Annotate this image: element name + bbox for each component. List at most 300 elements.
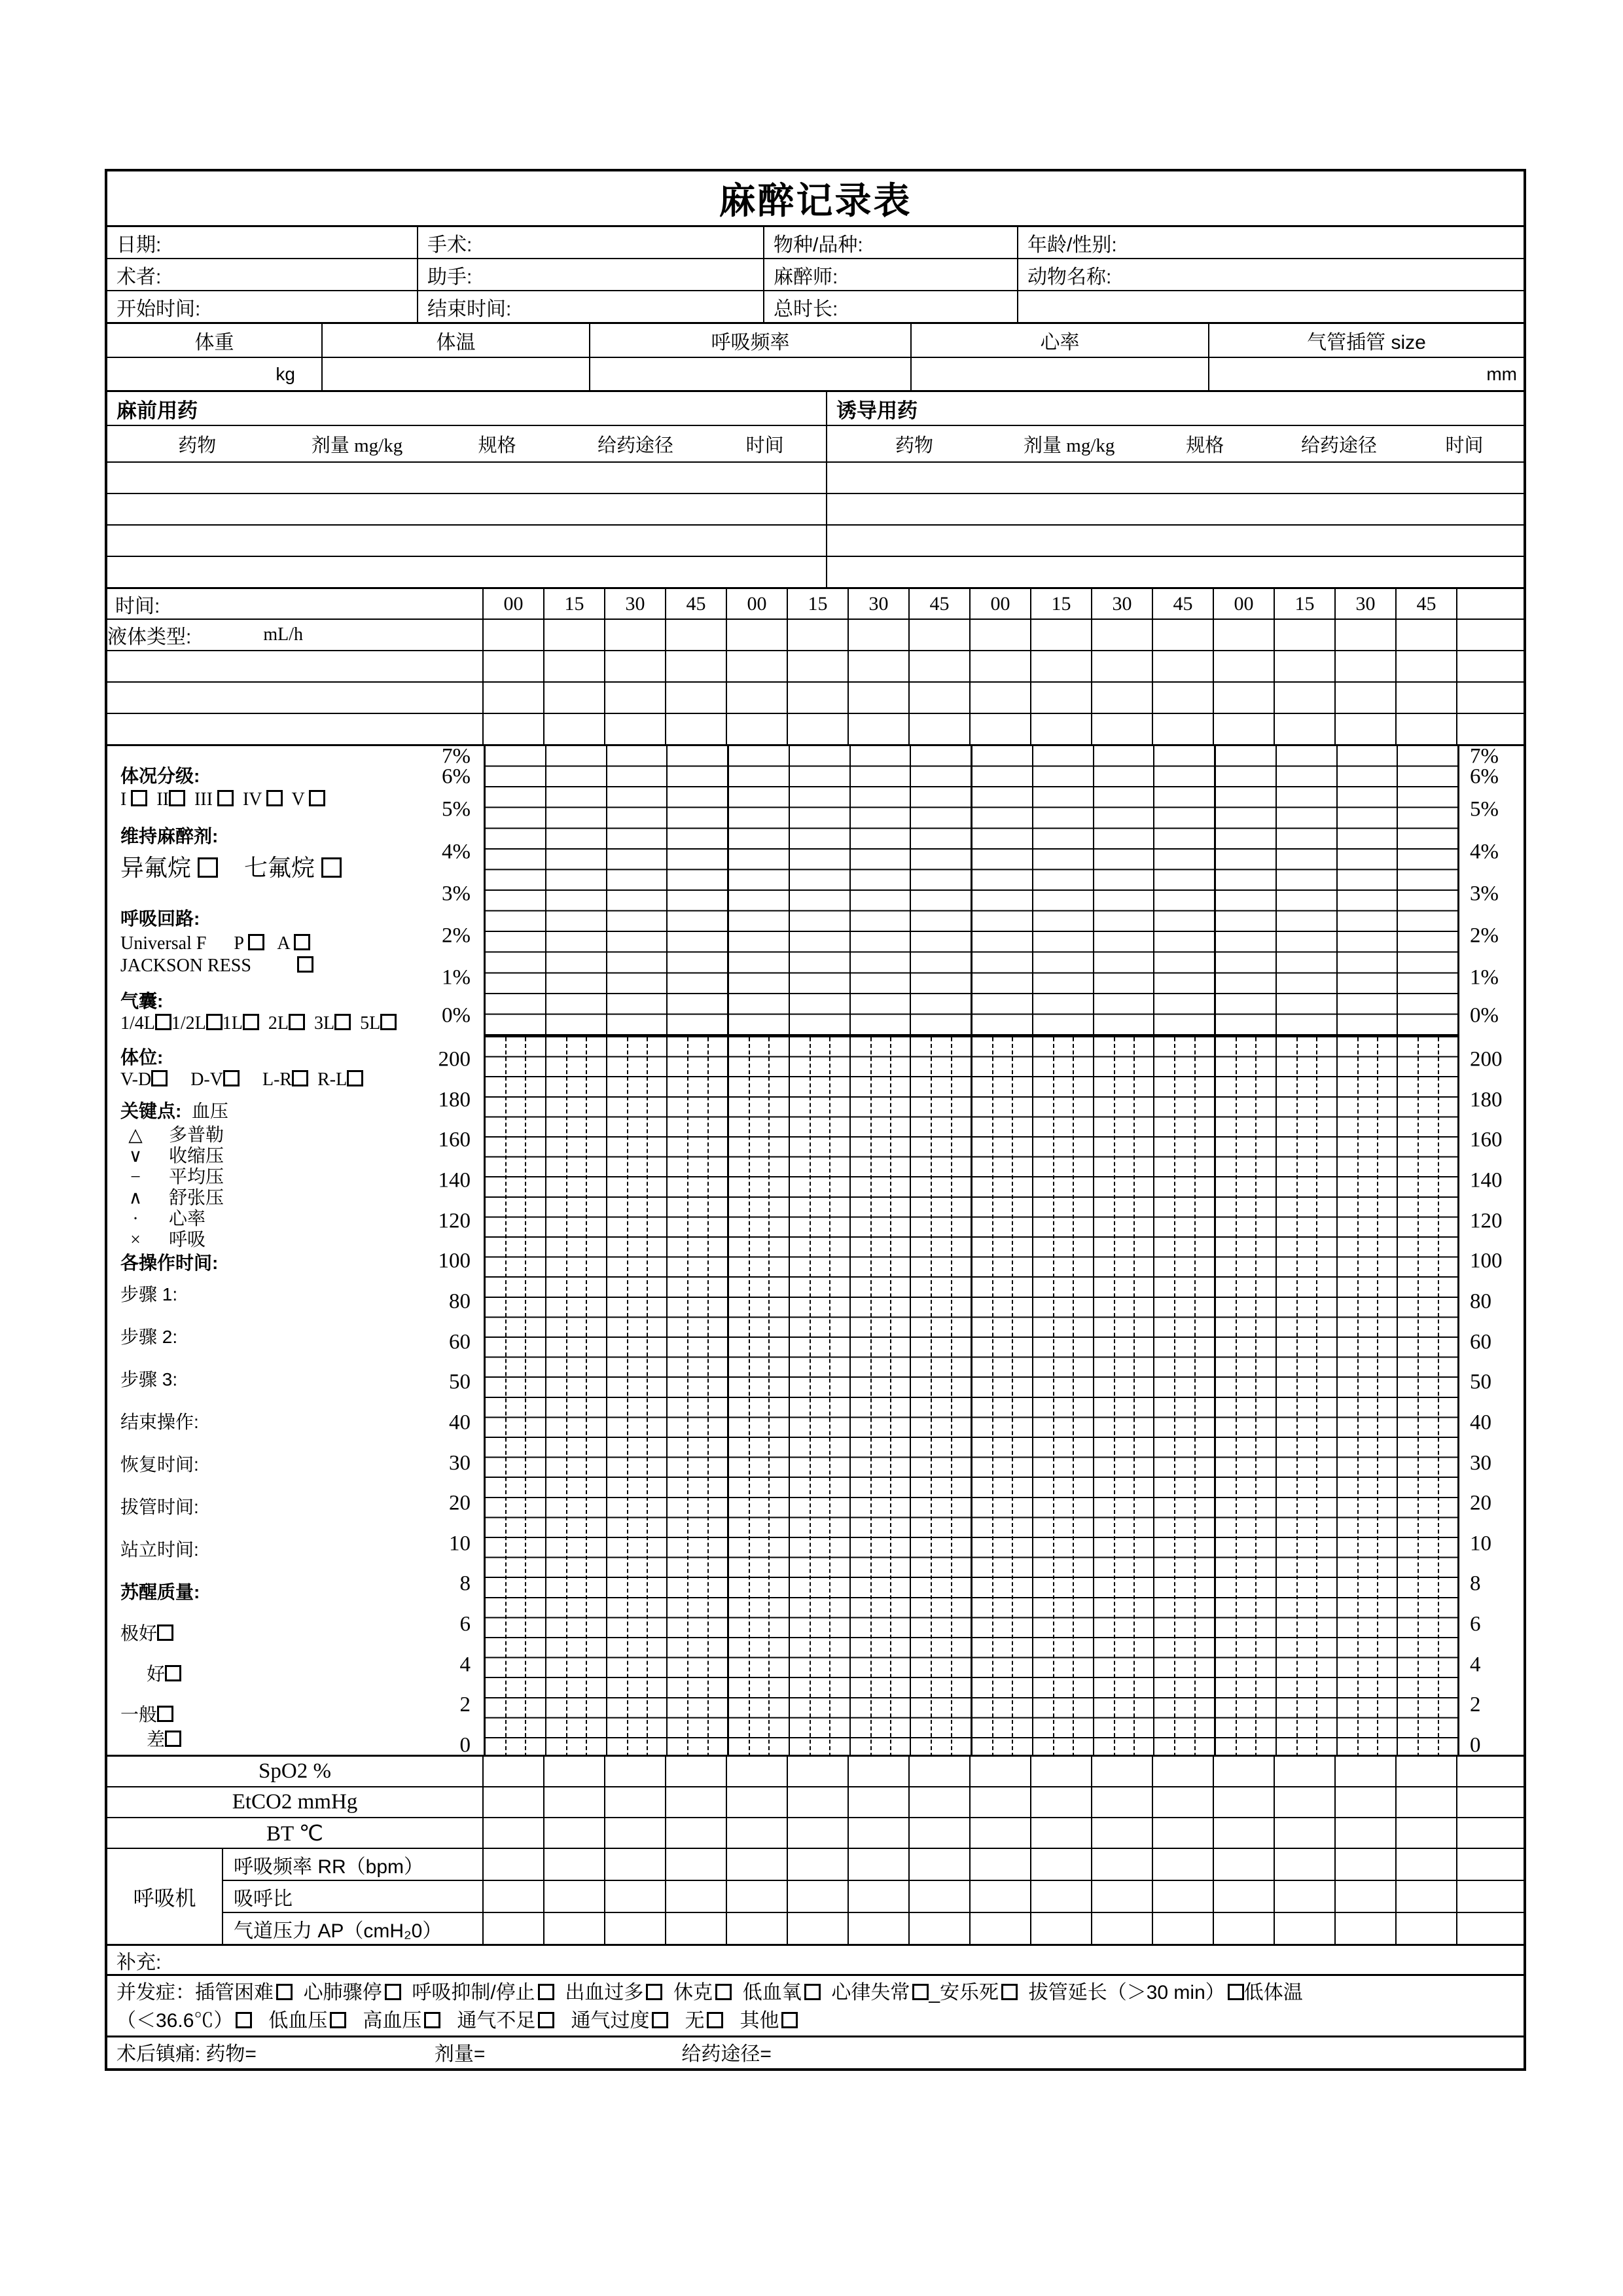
time-slot-cell: 15 [1275, 589, 1334, 619]
checkbox[interactable] [646, 1984, 662, 2000]
checkbox[interactable] [715, 1984, 732, 2000]
med-empty-row [107, 526, 826, 556]
ventilator-cell [1153, 1881, 1213, 1912]
vitals-header-cell: 心率 [912, 324, 1208, 357]
grid-column [606, 1037, 667, 1757]
monitor-cell [1275, 1757, 1334, 1786]
monitor-cell [788, 1787, 847, 1817]
ventilator-cell [1457, 1849, 1524, 1880]
record-cell [727, 714, 787, 744]
ventilator-cell [1336, 1913, 1395, 1944]
info-cell [1018, 291, 1524, 322]
fluid-cell [1457, 620, 1524, 650]
analgesia-label: 术后镇痛: [116, 2043, 201, 2065]
ventilator-cell [1031, 1881, 1091, 1912]
label-text: 关键点: [120, 1101, 182, 1121]
ventilator-cell [910, 1849, 969, 1880]
value-tick-right: 6 [1470, 1612, 1481, 1636]
ventilator-cell [1457, 1881, 1524, 1912]
fluid-label-cell [107, 620, 482, 650]
ventilator-cell [1031, 1849, 1091, 1880]
percent-tick-right: 7% [1470, 744, 1499, 768]
value-tick-right: 100 [1470, 1249, 1503, 1273]
ventilator-cell [849, 1849, 908, 1880]
med-col-header: 规格 [1186, 435, 1224, 456]
grid-column [1275, 1037, 1336, 1757]
value-tick-left: 50 [449, 1370, 471, 1394]
record-cell [1457, 714, 1524, 744]
time-slot-cell: 00 [1214, 589, 1274, 619]
ventilator-cell [971, 1913, 1030, 1944]
dashed-gridline [1316, 1037, 1317, 1757]
monitor-cell [910, 1818, 969, 1848]
label-text: 异氟烷 [120, 854, 198, 881]
monitor-cell [727, 1757, 787, 1786]
record-cell [1214, 714, 1274, 744]
med-table-title: 麻前用药 [107, 392, 826, 425]
dashed-gridline [870, 1037, 872, 1757]
monitor-cell [1336, 1818, 1395, 1848]
info-cell: 年龄/性别: [1018, 227, 1524, 258]
record-cell [107, 651, 482, 681]
ventilator-cell [849, 1913, 908, 1944]
info-cell: 手术: [418, 227, 763, 258]
grid-column [1397, 1037, 1457, 1757]
ventilator-cell [1397, 1849, 1456, 1880]
analgesia-field-3: 给药途径= [681, 2043, 772, 2065]
med-col-header: 药物 [895, 435, 933, 456]
label-text: 拔管时间: [120, 1497, 199, 1517]
monitor-cell [1457, 1818, 1524, 1848]
checkbox[interactable] [385, 1984, 401, 2000]
dashed-gridline [1357, 1037, 1359, 1757]
record-cell [1275, 651, 1334, 681]
value-tick-right: 4 [1470, 1653, 1481, 1677]
record-cell [971, 714, 1030, 744]
checkbox[interactable] [804, 1984, 821, 2000]
grid-column [727, 746, 789, 1035]
info-cell: 总时长: [764, 291, 1017, 322]
grid-column [849, 746, 910, 1035]
legend-label: 舒张压 [169, 1187, 224, 1208]
complications-row [107, 1974, 1524, 2036]
value-tick-right: 20 [1470, 1491, 1491, 1515]
monitor-cell [1031, 1787, 1091, 1817]
fluid-type-row [107, 619, 1524, 650]
label-text: 极好 [120, 1623, 158, 1643]
record-cell [666, 683, 726, 713]
record-cell [727, 651, 787, 681]
record-cell [727, 683, 787, 713]
med-empty-row [827, 494, 1524, 524]
med-col-header: 时间 [745, 435, 784, 456]
label-text: III [185, 789, 217, 810]
record-cell [788, 651, 847, 681]
time-slot-cell: 45 [1153, 589, 1213, 619]
record-cell [1031, 714, 1091, 744]
monitor-cell [1397, 1787, 1456, 1817]
monitor-cell [1336, 1787, 1395, 1817]
dashed-gridline [1296, 1037, 1298, 1757]
complications-line [116, 1979, 1514, 2007]
supplement-row [107, 1944, 1524, 1974]
time-header-row [107, 587, 1524, 619]
label-text: A [264, 933, 294, 954]
dashed-gridline [566, 1037, 567, 1757]
value-tick-left: 20 [449, 1491, 471, 1515]
legend-symbol: ∨ [128, 1146, 143, 1166]
grid-column [971, 746, 1032, 1035]
checkbox[interactable] [781, 2012, 798, 2028]
record-cell [1092, 683, 1152, 713]
label-text: 通气过度 [554, 2010, 650, 2032]
monitor-cell [1092, 1757, 1152, 1786]
info-cell: 物种/品种: [764, 227, 1017, 258]
value-tick-left: 10 [449, 1532, 471, 1556]
grid-column [1093, 746, 1154, 1035]
label-text: 步骤 3: [120, 1369, 178, 1390]
checkbox[interactable] [1228, 1984, 1244, 2000]
ventilator-cell [544, 1849, 604, 1880]
dashed-gridline [1255, 1037, 1257, 1757]
label-text: 苏醒质量: [120, 1582, 200, 1602]
record-cell [1092, 714, 1152, 744]
value-tick-right: 80 [1470, 1289, 1491, 1314]
checkbox[interactable] [236, 2012, 252, 2028]
monitor-cell [971, 1818, 1030, 1848]
ventilator-cell [910, 1913, 969, 1944]
label-text: 维持麻醉剂: [120, 826, 219, 846]
fluid-cell [1397, 620, 1456, 650]
ventilator-cell [1092, 1881, 1152, 1912]
grid-column [545, 746, 606, 1035]
value-tick-right: 60 [1470, 1330, 1491, 1354]
fluid-cell [1031, 620, 1091, 650]
record-cell [1214, 651, 1274, 681]
ventilator-cell [544, 1913, 604, 1944]
ventilator-cell [1214, 1881, 1274, 1912]
label-text: IV [233, 789, 267, 810]
ventilator-cell [727, 1881, 787, 1912]
label-text: R-L [308, 1069, 348, 1090]
label-text: 5L [351, 1013, 381, 1033]
label-text: 1L [222, 1013, 243, 1033]
record-cell [605, 714, 665, 744]
medication-tables [107, 390, 1524, 587]
ventilator-cell [1031, 1913, 1091, 1944]
label-text: （＜36.6℃） [116, 2010, 234, 2032]
value-tick-left: 200 [438, 1047, 471, 1071]
label-text: 步骤 2: [120, 1327, 178, 1347]
record-cell [1031, 683, 1091, 713]
legend-symbol: ∧ [128, 1188, 143, 1208]
checkbox[interactable] [424, 2012, 440, 2028]
dashed-gridline [525, 1037, 526, 1757]
monitor-cell [1275, 1787, 1334, 1817]
record-cell [971, 651, 1030, 681]
monitor-cell [544, 1757, 604, 1786]
fluid-cell [666, 620, 726, 650]
vitals-chart-grid [484, 1035, 1457, 1757]
vaporizer-percent-grid [484, 746, 1457, 1035]
time-slot-cell: 00 [727, 589, 787, 619]
monitor-cell [1214, 1757, 1274, 1786]
time-slot-cell: 30 [849, 589, 908, 619]
record-cell [544, 683, 604, 713]
dashed-gridline [829, 1037, 830, 1757]
label-text: 各操作时间: [120, 1253, 219, 1273]
dashed-gridline [1012, 1037, 1013, 1757]
vitals-header-cell: 呼吸频率 [590, 324, 910, 357]
chart-section [107, 744, 1524, 1755]
vitals-unit-cell [590, 358, 910, 390]
ventilator-cell [1275, 1913, 1334, 1944]
monitor-cell [1092, 1818, 1152, 1848]
info-cell: 动物名称: [1018, 259, 1524, 290]
label-text: 1/4L [120, 1013, 155, 1033]
record-cell [1397, 683, 1456, 713]
record-cell [107, 714, 482, 744]
percent-tick-right: 3% [1470, 882, 1499, 906]
label-text: 低体温 [1243, 1982, 1303, 2003]
checkbox[interactable] [1001, 1984, 1018, 2000]
dashed-gridline [1377, 1037, 1378, 1757]
grid-column [1032, 746, 1093, 1035]
vitals-unit-cell: kg [107, 358, 321, 390]
legend-symbol: − [130, 1167, 141, 1187]
grid-column [486, 1037, 545, 1757]
record-cell [1457, 651, 1524, 681]
monitor-cell [605, 1818, 665, 1848]
monitor-cell [849, 1818, 908, 1848]
grid-column [910, 746, 971, 1035]
time-slot-cell: 30 [1336, 589, 1395, 619]
value-tick-right: 8 [1470, 1571, 1481, 1596]
fluid-cell [1336, 620, 1395, 650]
label-text: 气囊: [120, 991, 164, 1011]
grid-column [666, 1037, 727, 1757]
vitals-grid [107, 322, 1524, 390]
value-tick-right: 120 [1470, 1209, 1503, 1233]
legend-label: 心率 [169, 1208, 206, 1229]
label-text: 差 [147, 1729, 166, 1749]
info-cell: 助手: [418, 259, 763, 290]
percent-tick-left: 0% [442, 1003, 471, 1028]
label-text: 体位: [120, 1047, 164, 1067]
label-text: 高血压 [346, 2010, 422, 2032]
ventilator-cell [971, 1849, 1030, 1880]
axis-labels-left [107, 746, 478, 1755]
monitor-rows [107, 1755, 1524, 1848]
grid-column [666, 746, 727, 1035]
legend-label: 呼吸 [169, 1229, 206, 1249]
time-slot-cell: 00 [484, 589, 543, 619]
label-text: 出血过多 [554, 1982, 644, 2003]
label-text: D-V [168, 1069, 223, 1090]
monitor-cell [971, 1787, 1030, 1817]
monitor-cell [666, 1787, 726, 1817]
label-text: 呼吸回路: [120, 908, 200, 929]
record-cell [544, 714, 604, 744]
dashed-gridline [1236, 1037, 1237, 1757]
grid-column [971, 1037, 1032, 1757]
dashed-gridline [810, 1037, 811, 1757]
fluid-cell [1153, 620, 1213, 650]
monitor-cell [1397, 1818, 1456, 1848]
ventilator-cell [788, 1881, 847, 1912]
checkbox[interactable] [538, 2012, 554, 2028]
grid-column [1153, 746, 1214, 1035]
label-text: 拔管延长（＞30 min） [1018, 1982, 1225, 2003]
value-tick-left: 2 [459, 1693, 471, 1717]
grid-column [1214, 1037, 1275, 1757]
ventilator-cell [1153, 1913, 1213, 1944]
fluid-type-label: 液体类型: [107, 626, 192, 648]
grid-column [1397, 746, 1457, 1035]
record-cell [1336, 651, 1395, 681]
dashed-gridline [1174, 1037, 1175, 1757]
med-column-headers [827, 426, 1524, 461]
monitor-cell [1457, 1787, 1524, 1817]
patient-info-grid [107, 225, 1524, 322]
label-text: _安乐死 [929, 1982, 999, 2003]
record-cell [1214, 683, 1274, 713]
med-empty-row [107, 557, 826, 587]
checkbox[interactable] [276, 1984, 293, 2000]
legend-symbol: × [130, 1230, 141, 1250]
record-cell [1153, 651, 1213, 681]
analgesia-field-2: 剂量= [434, 2043, 486, 2065]
ventilator-cell [605, 1881, 665, 1912]
percent-axis-right [1457, 746, 1527, 1035]
ventilator-cell [605, 1913, 665, 1944]
value-tick-left: 8 [459, 1571, 471, 1596]
monitor-cell [1397, 1757, 1456, 1786]
dashed-gridline [1053, 1037, 1054, 1757]
grid-column [1093, 1037, 1154, 1757]
value-tick-right: 140 [1470, 1168, 1503, 1193]
ventilator-cell [1214, 1849, 1274, 1880]
ventilator-cell [666, 1849, 726, 1880]
fluid-cell [1275, 620, 1334, 650]
monitor-cell [605, 1757, 665, 1786]
grid-column [1214, 746, 1275, 1035]
label-text: L-R [239, 1069, 293, 1090]
legend-symbol: · [132, 1209, 139, 1229]
dashed-gridline [586, 1037, 587, 1757]
percent-tick-left: 3% [442, 882, 471, 906]
fluid-cell [971, 620, 1030, 650]
record-cell [849, 714, 908, 744]
ventilator-cell [727, 1913, 787, 1944]
checkbox[interactable] [912, 1984, 929, 2000]
grid-column [727, 1037, 789, 1757]
med-col-header: 药物 [178, 435, 217, 456]
percent-tick-right: 0% [1470, 1003, 1499, 1028]
record-cell [910, 683, 969, 713]
dashed-gridline [627, 1037, 628, 1757]
percent-tick-left: 1% [442, 965, 471, 990]
checkbox[interactable] [538, 1984, 554, 2000]
ventilator-row-label-1: 吸呼比 [223, 1881, 482, 1912]
ventilator-row-label-2: 气道压力 AP（cmH₂0） [223, 1913, 482, 1944]
monitor-label-2: BT ℃ [107, 1818, 482, 1848]
label-text: 结束操作: [120, 1412, 199, 1432]
ventilator-cell [605, 1849, 665, 1880]
checkbox[interactable] [707, 2012, 723, 2028]
record-cell [1153, 714, 1213, 744]
monitor-cell [1214, 1818, 1274, 1848]
label-text: 心律失常 [820, 1982, 910, 2003]
value-tick-left: 80 [449, 1289, 471, 1314]
time-slot-cell: 15 [788, 589, 847, 619]
value-tick-left: 160 [438, 1128, 471, 1152]
monitor-cell [484, 1818, 543, 1848]
grid-column [606, 746, 667, 1035]
med-col-header: 给药途径 [1301, 435, 1378, 456]
monitor-cell [666, 1818, 726, 1848]
record-cell [788, 683, 847, 713]
record-cell [605, 683, 665, 713]
ventilator-cell [1336, 1849, 1395, 1880]
ventilator-cell [1397, 1881, 1456, 1912]
ventilator-cell [1457, 1913, 1524, 1944]
dashed-gridline [687, 1037, 688, 1757]
ventilator-cell [910, 1881, 969, 1912]
dashed-gridline [1073, 1037, 1074, 1757]
label-text: 血压 [181, 1101, 228, 1121]
vitals-unit-cell [323, 358, 589, 390]
percent-tick-right: 4% [1470, 840, 1499, 864]
record-cell [971, 683, 1030, 713]
monitor-cell [910, 1757, 969, 1786]
monitor-cell [1336, 1757, 1395, 1786]
grid-column [1336, 746, 1397, 1035]
legend-label: 收缩压 [169, 1145, 224, 1166]
monitor-cell [849, 1787, 908, 1817]
label-text: 1/2L [171, 1013, 206, 1033]
value-tick-left: 30 [449, 1451, 471, 1475]
time-row-label: 时间: [107, 589, 482, 619]
label-text: 3L [305, 1013, 335, 1033]
med-col-header: 剂量 mg/kg [311, 435, 403, 456]
value-tick-right: 180 [1470, 1088, 1503, 1112]
monitor-cell [1457, 1757, 1524, 1786]
ventilator-cell [971, 1881, 1030, 1912]
label-text: 并发症：插管困难 [116, 1982, 274, 2003]
record-cell [1275, 714, 1334, 744]
value-tick-left: 180 [438, 1088, 471, 1112]
value-tick-right: 2 [1470, 1693, 1481, 1717]
info-cell: 术者: [107, 259, 417, 290]
grid-column [910, 1037, 971, 1757]
ventilator-cell [1336, 1881, 1395, 1912]
vitals-header-cell: 体温 [323, 324, 589, 357]
grid-column [1336, 1037, 1397, 1757]
ventilator-cell [544, 1881, 604, 1912]
checkbox[interactable] [652, 2012, 668, 2028]
time-slot-cell: 45 [910, 589, 969, 619]
percent-tick-right: 6% [1470, 764, 1499, 789]
fluid-cell [1092, 620, 1152, 650]
label-text: 低血压 [252, 2010, 328, 2032]
ventilator-row-label-0: 呼吸频率 RR（bpm） [223, 1849, 482, 1880]
value-tick-right: 160 [1470, 1128, 1503, 1152]
checkbox[interactable] [330, 2012, 346, 2028]
record-cell [666, 714, 726, 744]
med-empty-row [107, 463, 826, 493]
ventilator-cell [1275, 1849, 1334, 1880]
